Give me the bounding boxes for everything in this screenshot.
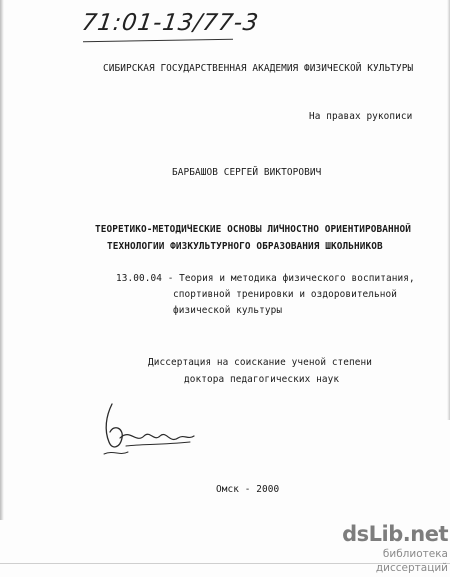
dissertation-title-line-1: ТЕОРЕТИКО-МЕТОДИЧЕСКИЕ ОСНОВЫ ЛИЧНОСТНО ОРИЕНТИРОВАННОЙ bbox=[95, 224, 411, 235]
watermark-subtitle: библиотека диссертаций bbox=[375, 548, 448, 574]
degree-line-2: доктора педагогических наук bbox=[184, 374, 340, 385]
place-and-year: Омск - 2000 bbox=[216, 484, 280, 495]
manuscript-note: На правах рукописи bbox=[309, 111, 413, 122]
author-signature bbox=[100, 398, 200, 460]
handwritten-catalog-number: 71:01-13/77-3 bbox=[80, 10, 261, 36]
watermark-site-name: dsLib.net bbox=[342, 522, 448, 546]
author-name: БАРБАШОВ СЕРГЕЙ ВИКТОРОВИЧ bbox=[172, 167, 322, 178]
dissertation-title-line-2: ТЕХНОЛОГИИ ФИЗКУЛЬТУРНОГО ОБРАЗОВАНИЯ ШКОЛЬНИКОВ bbox=[107, 241, 383, 252]
institution-name: СИБИРСКАЯ ГОСУДАРСТВЕННАЯ АКАДЕМИЯ ФИЗИЧЕСКОЙ КУЛЬТУРЫ bbox=[103, 63, 414, 74]
scan-left-edge bbox=[0, 0, 4, 520]
degree-line-1: Диссертация на соискание ученой степени bbox=[148, 357, 373, 368]
specialty-line-3: физической культуры bbox=[173, 305, 283, 316]
specialty-line-1: 13.00.04 - Теория и методика физического воспитания, bbox=[116, 273, 415, 284]
specialty-line-2: спортивной тренировки и оздоровительной bbox=[173, 289, 398, 300]
handwritten-underline bbox=[83, 39, 233, 43]
dslib-watermark bbox=[330, 522, 448, 574]
